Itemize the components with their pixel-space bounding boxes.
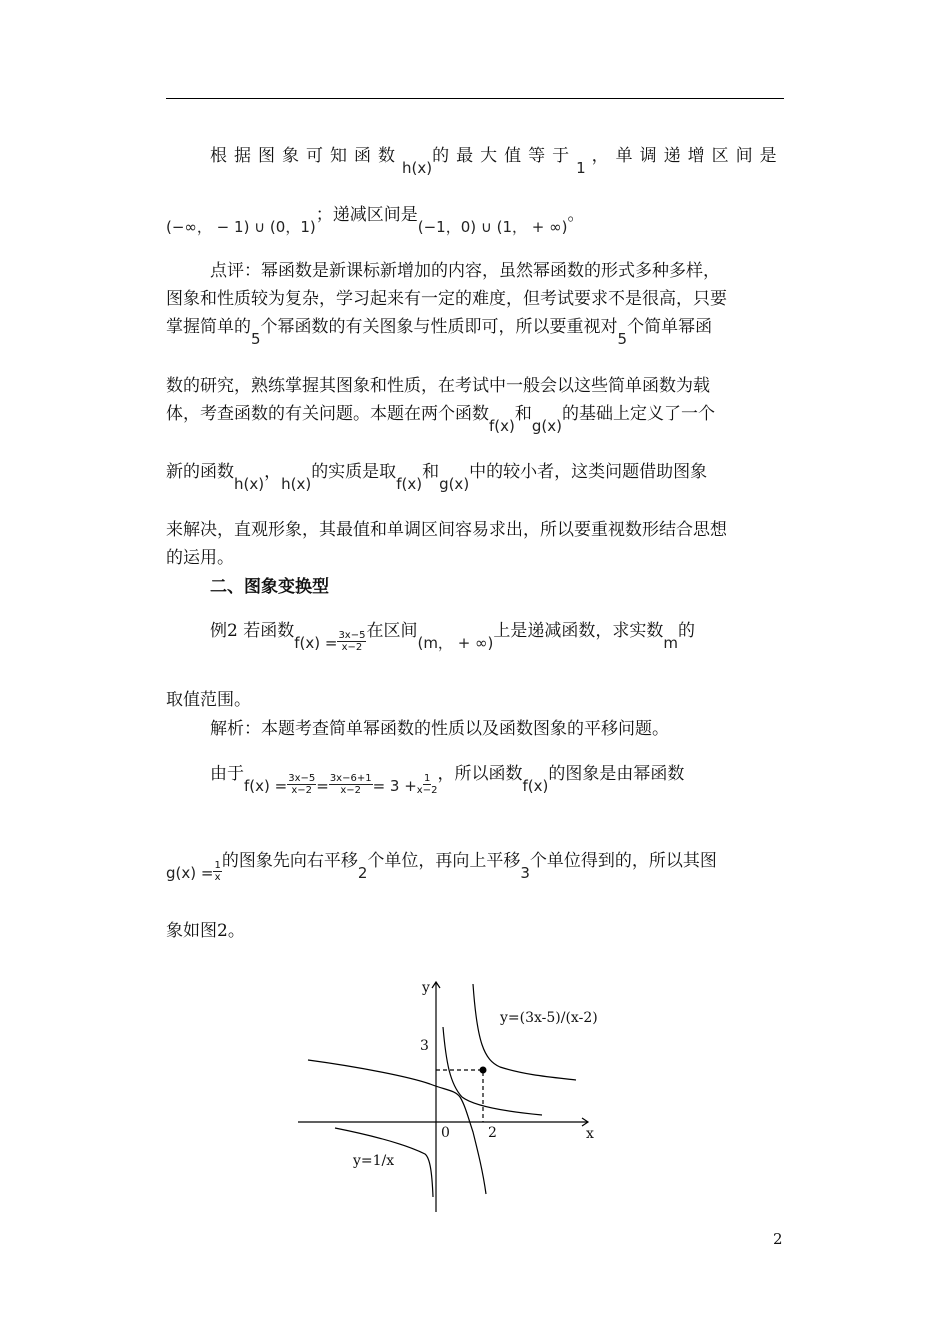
fraction: $\frac{1}{x-2}$ xyxy=(416,773,438,796)
comment-line-1: 点评：幂函数是新课标新增加的内容，虽然幂函数的形式多种多样， xyxy=(210,261,720,281)
comment-line-2: 图象和性质较为复杂，学习起来有一定的难度，但考试要求不是很高，只要 xyxy=(166,289,727,309)
section-heading: 二、图象变换型 xyxy=(210,577,329,597)
origin-label: 0 xyxy=(441,1125,450,1141)
label-reciprocal-function: y=1/x xyxy=(353,1153,395,1169)
comment-line-8: 的运用。 xyxy=(166,548,234,568)
shift-line: g(x) = $\frac{1}{x}$ 的图象先向右平移2个单位，再向上平移3个单位得到的，所以其图 xyxy=(166,851,717,883)
derivation-line: 由于f(x) = $\frac{3x-5}{x-2}$ = $\frac{3x-6+1}{x-2}$ = 3 + $\frac{1}{x-2}$ ，所以函数f(x)的图象是由幂函数 xyxy=(210,764,685,796)
analysis-line: 解析：本题考查简单幂函数的性质以及函数图象的平移问题。 xyxy=(210,719,669,739)
tick-y-3: 3 xyxy=(420,1038,429,1054)
label-shifted-function: y=(3x-5)/(x-2) xyxy=(500,1010,598,1026)
fraction: $\frac{3x-5}{x-2}$ xyxy=(338,630,366,653)
fraction: $\frac{3x-6+1}{x-2}$ xyxy=(329,773,372,796)
graph-figure-2 xyxy=(290,972,650,1217)
comment-line-3: 掌握简单的5个幂函数的有关图象与性质即可，所以要重视对5个简单幂函 xyxy=(166,317,713,348)
curve-shifted-upper xyxy=(473,984,576,1080)
comment-line-6: 新的函数h(x)，h(x)的实质是取f(x)和g(x)中的较小者，这类问题借助图象 xyxy=(166,462,708,493)
comment-line-5: 体，考查函数的有关问题。本题在两个函数f(x)和g(x)的基础上定义了一个 xyxy=(166,404,715,435)
comment-line-7: 来解决，直观形象，其最值和单调区间容易求出，所以要重视数形结合思想 xyxy=(166,520,727,540)
example-2-statement: 例2 若函数f(x) = $\frac{3x-5}{x-2}$ 在区间(m， + ∞)上是递减函数，求实数m的 xyxy=(210,621,696,653)
shift-line-2: 象如图2。 xyxy=(166,921,245,941)
comment-line-4: 数的研究，熟练掌握其图象和性质，在考试中一般会以这些简单函数为载 xyxy=(166,376,710,396)
curve-shifted-lower xyxy=(443,1027,542,1115)
x-axis-label: x xyxy=(586,1126,594,1142)
example-2-line-2: 取值范围。 xyxy=(166,690,251,710)
tick-x-2: 2 xyxy=(488,1125,497,1141)
curve-y-1-over-x-left xyxy=(308,1060,486,1194)
header-rule xyxy=(166,98,784,99)
page-number: 2 xyxy=(773,1230,783,1248)
fraction: $\frac{3x-5}{x-2}$ xyxy=(288,773,316,796)
paragraph-max-value: 根据图象可知函数h(x)的最大值等于1，单调递增区间是 xyxy=(210,146,784,177)
paragraph-intervals: (−∞， − 1) ∪ (0，1)；递减区间是(−1，0) ∪ (1， + ∞)。 xyxy=(166,205,585,236)
center-point xyxy=(480,1067,487,1074)
y-axis-label: y xyxy=(422,980,430,996)
fraction: $\frac{1}{x}$ xyxy=(214,860,221,883)
